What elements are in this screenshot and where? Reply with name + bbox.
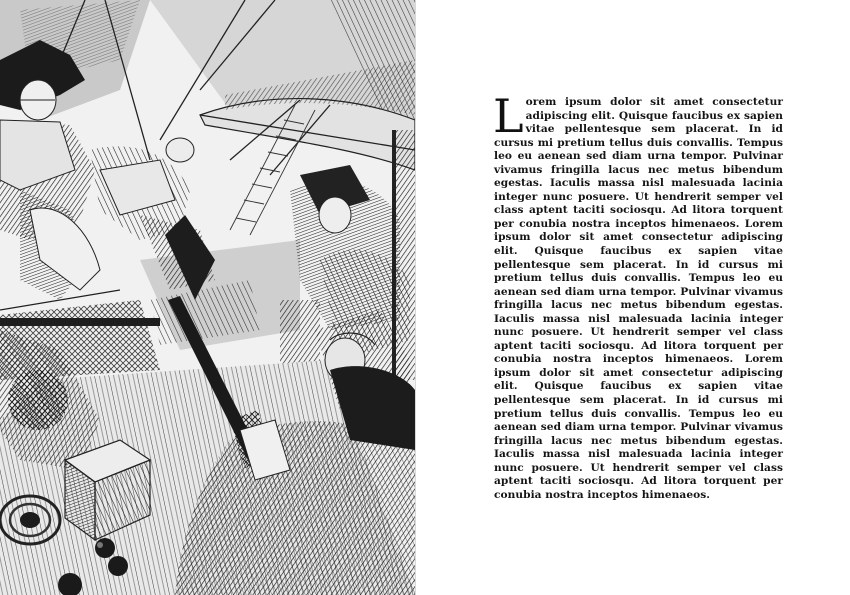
drop-cap: L — [493, 89, 524, 143]
page-gutter — [415, 0, 416, 595]
body-paragraph — [493, 89, 783, 502]
pirate-illustration — [0, 0, 415, 595]
illustration-canvas — [0, 0, 415, 595]
text-page — [493, 89, 783, 502]
paragraph-text: orem ipsum dolor sit amet consectetur adipiscing elit. Quisque faucibus ex sapien vitae pellentesque sem placerat. In id cursus mi pretium tellus duis convallis. Tempus leo eu aenean sed diam urna tempor. Pulvinar vivamus fringilla lacus nec metus bibendum egestas. Iaculis massa nisl malesuada lacinia integer nunc posuere. Ut hendrerit semper vel class aptent taciti sociosqu. Ad litora torquent per conubia nostra inceptos himenaeos. Lorem ipsum dolor sit amet consectetur adipiscing elit. Quisque faucibus ex sapien vitae pellentesque sem placerat. In id cursus mi pretium tellus duis convallis. Tempus leo eu aenean sed diam urna tempor. Pulvinar vivamus fringilla lacus nec metus bibendum egestas. Iaculis massa nisl malesuada lacinia integer nunc posuere. Ut hendrerit semper vel class aptent taciti sociosqu. Ad litora torquent per conubia nostra inceptos himenaeos. Lorem ipsum dolor sit amet consectetur adipiscing elit. Quisque faucibus ex sapien vitae pellentesque sem placerat. In id cursus mi pretium tellus duis convallis. Tempus leo eu aenean sed diam urna tempor. Pulvinar vivamus fringilla lacus nec metus bibendum egestas. Iaculis massa nisl malesuada lacinia integer nunc posuere. Ut hendrerit semper vel class aptent taciti sociosqu. Ad litora torquent per conubia nostra inceptos himenaeos. — [494, 96, 783, 501]
